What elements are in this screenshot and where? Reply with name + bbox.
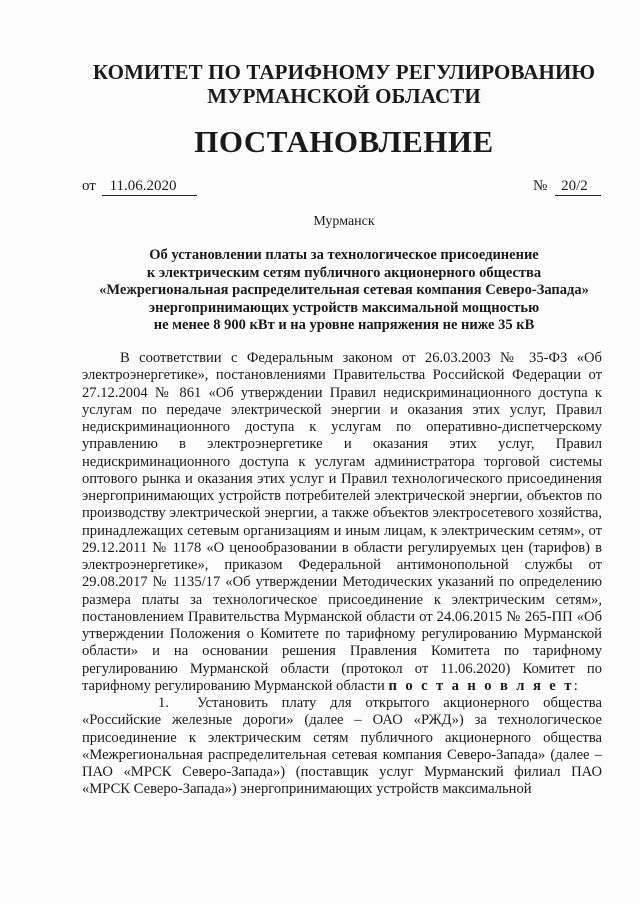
point-1-paragraph	[82, 695, 602, 799]
preamble-paragraph	[82, 350, 602, 695]
date-field	[82, 177, 197, 196]
date-prefix: от	[82, 178, 96, 194]
title-line: «Межрегиональная распределительная сетевая компания Северо-Запада»	[99, 282, 589, 299]
number-prefix: №	[533, 178, 548, 194]
title-line: не менее 8 900 кВт и на уровне напряжения не ниже 35 кВ	[153, 317, 535, 334]
document-body	[82, 350, 602, 799]
number-field	[533, 177, 601, 196]
committee-name-line1: КОМИТЕТ ПО ТАРИФНОМУ РЕГУЛИРОВАНИЮ	[92, 60, 596, 84]
city: Мурманск	[313, 214, 375, 229]
date-value: 11.06.2020	[102, 177, 197, 196]
committee-name-line2: МУРМАНСКОЙ ОБЛАСТИ	[207, 84, 481, 108]
number-value: 20/2	[555, 177, 601, 196]
preamble-text: В соответствии с Федеральным законом от 26.03.2003 № 35-ФЗ «Об электроэнергетике», постановлениями Правительства Российской Федерации от 27.12.2004 № 861 «Об утверждении Правил недискриминационного доступа к услугам по передаче электрической энергии и оказания этих услуг, Правил недискриминационного доступа к услугам по оперативно-диспетчерскому управлению в электроэнергетике и оказания этих услуг, Правил недискриминационного доступа к услугам администратора торговой системы оптового рынка и оказания этих услуг и Правил технологического присоединения энергопринимающих устройств потребителей электрической энергии, объектов по производству электрической энергии, а также объектов электросетевого хозяйства, принадлежащих сетевым организациям и иным лицам, к электрическим сетям», от 29.12.2011 № 1178 «О ценообразовании в области регулируемых цен (тарифов) в электроэнергетике», приказом Федеральной антимонопольной службы от 29.08.2017 № 1135/17 «Об утверждении Методических указаний по определению размера платы за технологическое присоединение к электрическим сетям», постановлением Правительства Мурманской области от 24.06.2015 № 265-ПП «Об утверждении Положения о Комитете по тарифному регулированию Мурманской области» и на основании решения Правления Комитета по тарифному регулированию Мурманской области (протокол от 11.06.2020) Комитет по тарифному регулированию Мурманской области	[82, 350, 602, 694]
title-line: Об установлении платы за технологическое присоединение	[149, 247, 539, 263]
title-line: к электрическим сетям публичного акционерного общества	[146, 264, 542, 281]
title-line: энергопринимающих устройств максимальной мощностью	[148, 299, 540, 316]
document-type: ПОСТАНОВЛЕНИЕ	[194, 124, 494, 159]
resolves-word: п о с т а н о в л я е т	[388, 677, 574, 694]
resolves-punct: :	[573, 677, 578, 694]
point-1-text: Установить плату для открытого акционерного общества «Российские железные дороги» (далее – ОАО «РЖД») за технологическое присоединение к электрическим сетям публичного акционерного общества «Межрегиональная распределительная сетевая компания Северо-Запада» (далее – ПАО «МРСК Северо-Запада») (поставщик услуг Мурманский филиал ПАО «МРСК Северо-Запада») энергопринимающих устройств максимальной	[82, 695, 602, 798]
point-1-number: 1.	[158, 695, 169, 711]
document-title	[60, 247, 628, 335]
committee-name	[60, 60, 628, 108]
